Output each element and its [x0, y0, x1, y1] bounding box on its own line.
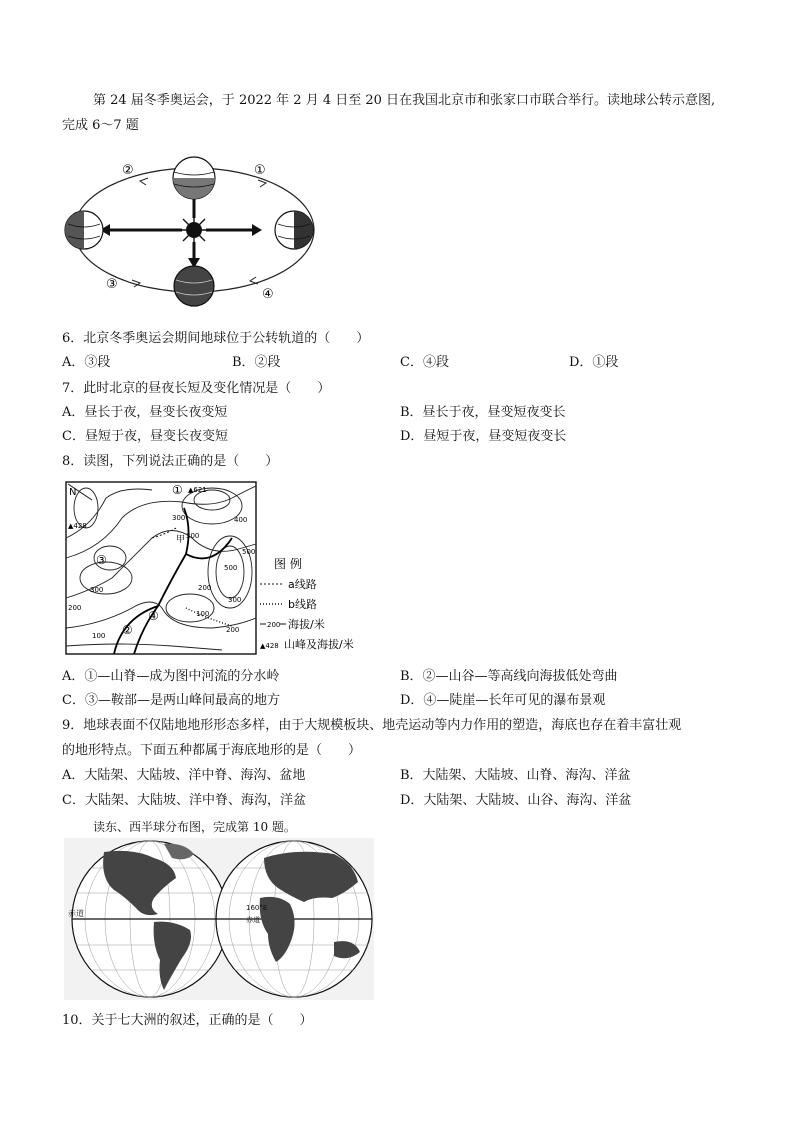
svg-text:300: 300: [186, 532, 200, 540]
q6-option-a: A．③段: [62, 355, 111, 370]
hemisphere-map: [64, 838, 374, 1000]
svg-text:400: 400: [234, 516, 248, 524]
svg-text:500: 500: [224, 564, 238, 572]
q9-stem-line-2: 的地形特点。下面五种都属于海底地形的是（ ）: [62, 743, 362, 758]
legend-peak: 山峰及海拔/米: [284, 638, 354, 651]
q8-option-d: D．④—陡崖—长年可见的瀑布景观: [400, 693, 606, 708]
legend-contour-value: 200: [267, 621, 281, 629]
sun-icon: [178, 214, 210, 246]
q9-option-d: D．大陆架、大陆坡、山谷、海沟、洋盆: [400, 793, 632, 808]
map-legend: [260, 556, 354, 651]
west-equator-label: 赤道: [68, 909, 84, 918]
q9-stem-line-1: 9．地球表面不仅陆地地形形态多样，由于大规模板块、地壳运动等内力作用的塑造，海底也存在着丰富壮观: [62, 718, 682, 733]
svg-text:500: 500: [242, 548, 256, 556]
svg-text:300: 300: [172, 514, 186, 522]
east-equator-label: 赤道: [246, 916, 260, 924]
intro-line-1: 第 24 届冬季奥运会，于 2022 年 2 月 4 日至 20 日在我国北京市和张家口市联合举行。读地球公转示意图,: [93, 93, 716, 108]
svg-text:100: 100: [196, 610, 210, 618]
svg-text:200: 200: [226, 626, 240, 634]
contour-map: [62, 478, 382, 658]
map-number-4: ④: [148, 609, 159, 623]
q9-option-b: B．大陆架、大陆坡、山脊、海沟、洋盆: [400, 768, 631, 783]
q6-stem: 6．北京冬季奥运会期间地球位于公转轨道的（ ）: [62, 331, 370, 346]
q7-option-d: D．昼短于夜，昼变短夜变长: [400, 429, 567, 444]
q7-option-c: C．昼短于夜，昼变长夜变短: [62, 429, 228, 444]
q10-stem: 10．关于七大洲的叙述，正确的是（ ）: [62, 1013, 313, 1028]
svg-text:300: 300: [90, 586, 104, 594]
q6-option-b: B．②段: [232, 355, 281, 370]
map-number-1: ①: [172, 483, 183, 497]
legend-b: b线路: [288, 598, 317, 611]
earth-bottom-icon: [174, 266, 214, 306]
q6-option-c: C．④段: [400, 355, 449, 370]
orbit-label-1: ①: [254, 163, 266, 178]
eastern-hemisphere: [216, 841, 372, 997]
svg-text:100: 100: [92, 632, 106, 640]
map-peak-621: ▲621: [188, 486, 207, 494]
orbit-figure: [62, 148, 332, 308]
q7-option-a: A．昼长于夜，昼变长夜变短: [62, 405, 228, 420]
orbit-label-2: ②: [122, 163, 134, 178]
map-number-3: ③: [96, 553, 107, 567]
map-place-jia: 甲: [176, 535, 186, 545]
q7-option-b: B．昼长于夜，昼变短夜变长: [400, 405, 566, 420]
east-meridian-label: 160°E: [246, 904, 268, 912]
q8-option-c: C．③—鞍部—是两山峰间最高的地方: [62, 693, 280, 708]
q7-stem: 7．此时北京的昼夜长短及变化情况是（ ）: [62, 381, 331, 396]
q8-stem: 8．读图，下列说法正确的是（ ）: [62, 454, 279, 469]
orbit-label-4: ④: [262, 287, 274, 302]
legend-contour: 海拔/米: [288, 618, 325, 631]
q10-intro: 读东、西半球分布图，完成第 10 题。: [93, 820, 296, 834]
legend-title: 图 例: [274, 557, 302, 571]
earth-left-icon: [65, 211, 103, 249]
orbit-label-3: ③: [106, 277, 118, 292]
q8-option-b: B．②—山谷—等高线向海拔低处弯曲: [400, 669, 618, 684]
q6-option-d: D．①段: [569, 355, 619, 370]
legend-peak-value: ▲428: [260, 642, 279, 650]
intro-line-2: 完成 6～7 题: [62, 118, 139, 133]
north-label: N: [69, 487, 77, 498]
map-peak-428: ▲428: [68, 522, 87, 530]
legend-a: a线路: [288, 578, 317, 591]
earth-right-icon: [275, 211, 313, 249]
svg-text:200: 200: [68, 604, 82, 612]
q8-option-a: A．①—山脊—成为图中河流的分水岭: [62, 669, 280, 684]
earth-top-icon: [173, 157, 215, 199]
map-number-2: ②: [122, 623, 133, 637]
q9-option-c: C．大陆架、大陆坡、洋中脊、海沟，洋盆: [62, 793, 306, 808]
q9-option-a: A．大陆架、大陆坡、洋中脊、海沟、盆地: [62, 768, 306, 783]
svg-text:300: 300: [228, 596, 242, 604]
svg-text:200: 200: [198, 584, 212, 592]
